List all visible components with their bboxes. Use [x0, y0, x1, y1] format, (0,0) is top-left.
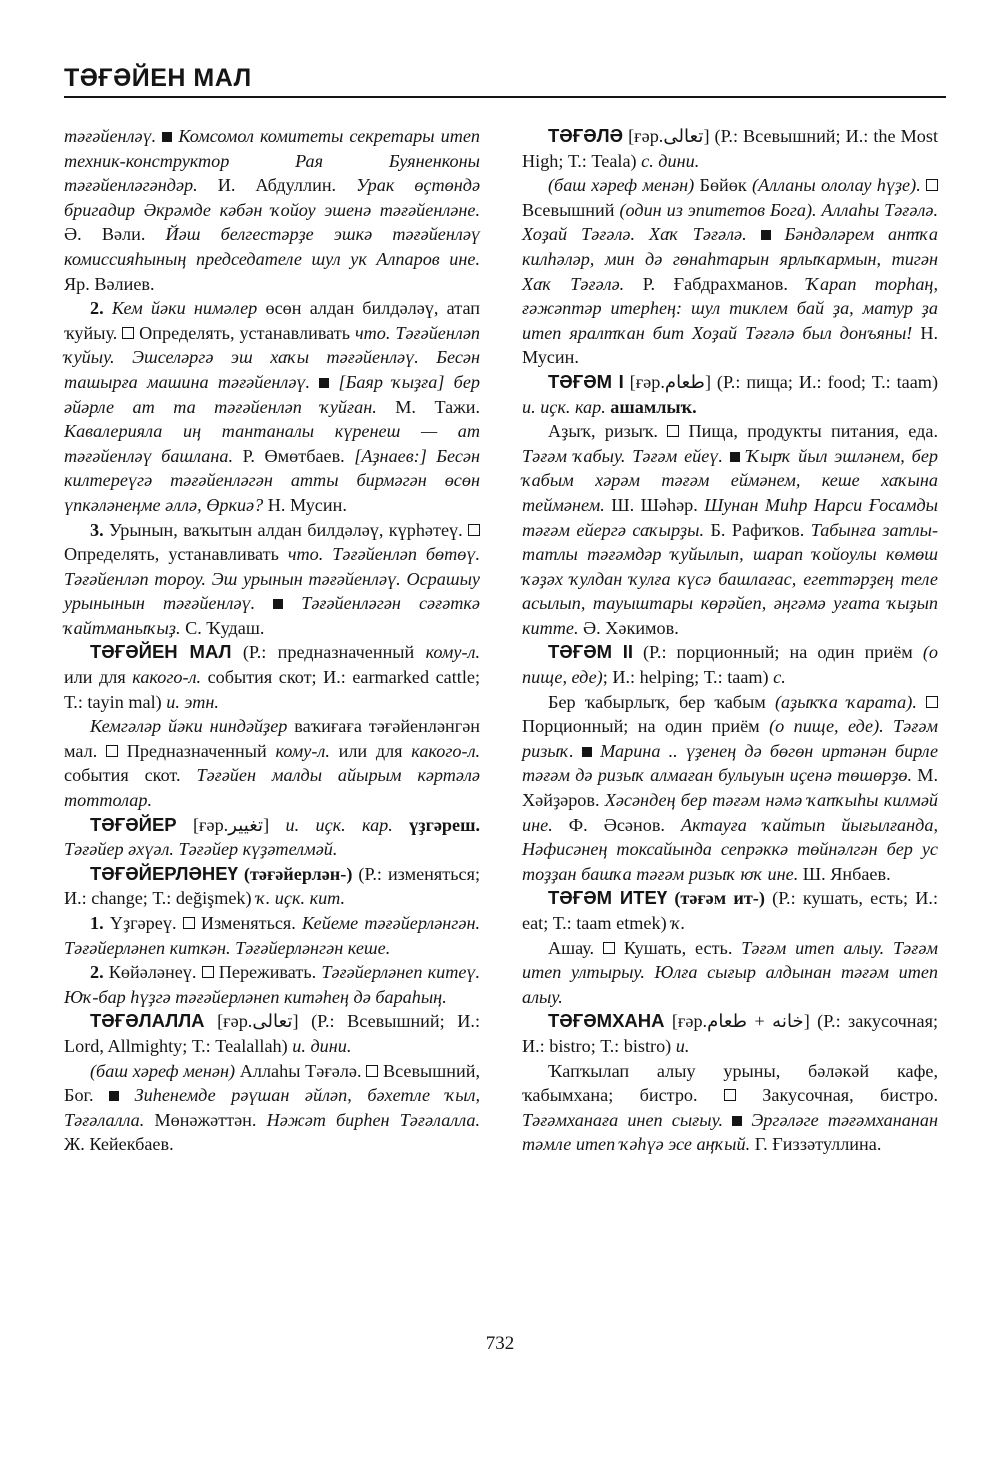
- author-name: С. Ҡудаш.: [185, 617, 265, 638]
- entry-headword-paragraph: [522, 1009, 938, 1058]
- example-text: Тәғәйен малды айырым кәртәлә тоттолар.: [64, 765, 480, 811]
- headword: ТӘҒӘМ II: [548, 641, 633, 663]
- white-square-icon: [724, 1089, 736, 1101]
- definition-paragraph: [522, 419, 938, 640]
- arabic-text: تعالى: [252, 1011, 293, 1032]
- example-text: (о пище, еде). Тәғәм ризыҡ.: [522, 716, 939, 761]
- author-name: Ш. Шәһәр.: [611, 494, 698, 515]
- etymology-text: [ғәр.: [629, 371, 665, 392]
- quote-text: Тәғәйенләгән сәғәткә ҡайтманыҡыҙ.: [64, 593, 480, 638]
- quote-text: Актауға ҡайтып йығылғанда, Нәфисәнең токсайында сепрәккә төйнәлгән бер ус тоҙҙан башҡа тәғәм ризыҡ юҡ ине.: [522, 814, 939, 884]
- header-divider: [64, 96, 946, 98]
- example-text: что. Тәғәйенләп бөтөү. Тәғәйенләп тороу. Эш урынын тәғәйенләү. Осрашыу урынынын тәғәйенләү.: [64, 544, 480, 614]
- quote-text: Комсомол комитеты секретары итеп техник-конструктор Рая Буяненконы тәғәйенләгәндәр.: [64, 126, 481, 196]
- author-name: М. Тажи.: [395, 396, 481, 417]
- translation-text: Порционный; на один приём: [522, 716, 760, 737]
- entry-headword-paragraph: [64, 813, 480, 862]
- definition-text: Аллаһы Тәғәлә.: [239, 1060, 362, 1081]
- sense-paragraph: [64, 960, 480, 1009]
- black-square-icon: [273, 599, 283, 609]
- quote-text: Ҡарап торһаң, ғәжәптәр итерһең: шул тиклем бай ҙа, матур ҙа итеп яралтҡан бит Хоҙай Тәғәлә был донъяны!: [522, 273, 939, 343]
- equivalents-text: события скот; И.: earmarked cattle; Т.: tayin mal): [64, 667, 481, 712]
- equivalents-text: ; И.: helping; Т.: taam): [602, 667, 769, 688]
- black-square-icon: [732, 1116, 742, 1126]
- synonym-text: үҙгәреш.: [409, 814, 480, 835]
- white-square-icon: [202, 966, 214, 978]
- author-name: Г. Ғиззәтуллина.: [754, 1134, 882, 1155]
- definition-text: Аҙыҡ, ризыҡ.: [548, 421, 658, 442]
- black-square-icon: [761, 230, 771, 240]
- white-square-icon: [926, 696, 938, 708]
- definition-text: Бер ҡабырлыҡ, бер ҡабым: [548, 691, 766, 712]
- grammar-note: кому-л.: [425, 642, 481, 663]
- definition-paragraph: [64, 714, 480, 812]
- entry-headword-paragraph: [64, 862, 480, 911]
- grammar-note: кому-л.: [275, 740, 330, 761]
- headword: ТӘҒӘМ ИТЕҮ: [548, 887, 668, 909]
- translation-text: Изменяться.: [200, 913, 296, 933]
- sense-number: 2.: [90, 298, 104, 319]
- quote-text: Нәжәт бирһен Тәғәлалла.: [266, 1109, 481, 1130]
- author-name: М. Хәйҙәров.: [522, 765, 938, 811]
- headword: ТӘҒӘЙЕН МАЛ: [90, 641, 232, 663]
- pos-label: ҡ.: [671, 913, 686, 933]
- definition-note: (баш хәреф менән): [90, 1060, 236, 1081]
- left-column: [64, 124, 480, 1157]
- author-name: Р. Ғабдрахманов.: [642, 273, 788, 294]
- equivalents-text: (Р.: кушать, есть; И.: eat; Т.: taam etmek): [522, 888, 939, 933]
- author-name: Яр. Вәлиев.: [64, 273, 155, 294]
- quote-text: Марина .. үҙенең дә бөгөн иртәнән бирле тәғәм дә ризыҡ алмаған булыуын иҫенә төшөрҙө.: [522, 740, 939, 786]
- definition-paragraph: [522, 690, 938, 887]
- definition-note: (аҙыҡҡа ҡарата).: [774, 691, 917, 712]
- example-text: что. Тәғәйенләп ҡуйыу. Эшселәргә эш хаҡы тәғәйенләү. Бесән ташырға машина тәғәйенләү.: [64, 322, 480, 392]
- definition-note: (Алланы ололау һүҙе).: [752, 175, 921, 196]
- author-name: Р. Өмөтбаев.: [242, 445, 345, 466]
- white-square-icon: [183, 917, 195, 929]
- quote-text: Эргәләге тәғәмхананан тәмле итеп ҡәһүә эсе аңҡый.: [522, 1109, 939, 1155]
- equivalents-text: (Р.: предназначенный: [242, 642, 415, 663]
- white-square-icon: [366, 1065, 378, 1077]
- example-text: (один из эпитетов Бога). Аллаһы Тәғәлә. Хоҙай Тәғәлә. Хаҡ Тәғәлә.: [522, 199, 939, 245]
- pos-label: и.: [675, 1035, 690, 1056]
- quote-text: Табынға затлы-татлы тәғәмдәр ҡуйылып, шарап ҡойоулы көмөш ҡәҙәх ҡулдан ҡулға күсә башлағас, егеттәрҙең теле асылып, тауыштары көрәйеп, әңгәмә уғата ҡыҙып китте.: [522, 519, 939, 638]
- grammar-note: (о пище, еде): [522, 642, 938, 688]
- entry-headword-paragraph: [522, 886, 938, 935]
- translation-text: Переживать.: [218, 962, 317, 983]
- black-square-icon: [730, 452, 740, 462]
- definition-paragraph: [64, 1059, 480, 1157]
- sense-paragraph: [64, 296, 480, 517]
- grammar-note: какого-л.: [132, 667, 202, 688]
- pos-label: с.: [773, 667, 786, 688]
- etymology-text: [ғәр.: [217, 1011, 253, 1032]
- quote-text: [Аҙнаев:] Бесән килтереүгә тәғәйенләгән атты бирмәгән өсөн үпкәләнеңме әллә, Өркиә?: [64, 445, 481, 515]
- headword: ТӘҒӘЛАЛЛА: [90, 1010, 205, 1032]
- translation-text: Предназначенный: [126, 740, 267, 761]
- translation-text: или для: [338, 740, 403, 761]
- entry-headword-paragraph: [522, 640, 938, 689]
- arabic-text: تعالى: [663, 126, 704, 146]
- headword: ТӘҒӘМ I: [548, 370, 624, 392]
- quote-text: Кавалерияла иң тантаналы күренеш — ат тәғәйенләү башлана.: [64, 421, 480, 466]
- definition-note: Кем йәки нимәлер: [111, 298, 258, 319]
- pos-label: и. иҫк. кар.: [285, 814, 393, 835]
- definition-note: (баш хәреф менән): [548, 175, 695, 196]
- grammar-note: какого-л.: [411, 740, 481, 761]
- entry-headword-paragraph: [522, 370, 938, 419]
- author-name: И. Абдуллин.: [217, 175, 337, 196]
- author-name: Ж. Кейекбаев.: [64, 1134, 174, 1155]
- translation-text: события скот.: [64, 765, 181, 786]
- definition-paragraph: [522, 173, 938, 370]
- black-square-icon: [319, 378, 329, 388]
- example-text: тәғәйенләү.: [64, 126, 157, 146]
- sense-paragraph: [64, 911, 480, 960]
- author-name: Н. Мусин.: [267, 494, 347, 515]
- translation-text: Пища, продукты питания, еда.: [688, 421, 939, 442]
- etymology-text: [ғәр.: [671, 1011, 708, 1032]
- definition-text: Бөйөк: [699, 175, 747, 196]
- black-square-icon: [109, 1091, 119, 1101]
- author-name: Мөнәжәттән.: [154, 1109, 257, 1130]
- quote-text: Йәш белгестәрҙе эшкә тәғәйенләү комиссияһының председателе шул ук Алпаров ине.: [64, 224, 481, 269]
- author-name: Ф. Әсәнов.: [568, 814, 665, 835]
- definition-text: Көйәләнеү.: [108, 962, 197, 983]
- sense-number: 3.: [90, 519, 104, 540]
- headword: ТӘҒӘЛӘ: [548, 125, 624, 146]
- quote-text: [Баяр ҡыҙға] бер әйәрле ат та тәғәйенләп ҡуйған.: [64, 371, 480, 417]
- example-text: Тәғәм итеп алыу. Тәғәм итеп ултырыу. Юлға сығыр алдынан тәғәм итеп алыу.: [522, 937, 939, 1007]
- right-column: [522, 124, 938, 1157]
- example-text: Кейеме тәғәйерләнгән. Тәғәйерләнеп киткән. Тәғәйерләнгән кеше.: [64, 913, 481, 958]
- quote-text: Шунан Миһр Нарси Ғосамды тәғәм ейергә саҡырҙы.: [522, 494, 938, 540]
- equivalents-text: ] (Р.: Всевышний; И.: Lord, Allmighty; Т.: Tealallah): [64, 1011, 481, 1056]
- entry-headword-paragraph: [522, 124, 938, 173]
- entry-headword-paragraph: [64, 640, 480, 714]
- black-square-icon: [162, 132, 172, 142]
- example-text: Тәғәмханаға инеп сығыу.: [522, 1109, 724, 1130]
- synonym-text: ашамлыҡ.: [610, 396, 697, 417]
- arabic-text: تغيير: [228, 814, 264, 835]
- quote-text: Зиһенемде рәүшан әйләп, бәхетле ҡыл, Тәғәлалла.: [64, 1085, 480, 1130]
- equivalents-text: ] (Р.: закусочная; И.: bistro; Т.: bistro): [522, 1011, 939, 1056]
- page-title: ТӘҒӘЙЕН МАЛ: [64, 64, 252, 92]
- author-name: Ә. Вәли.: [64, 224, 146, 245]
- example-text: Тәғәйер әхүәл. Тәғәйер күҙәтелмәй.: [64, 839, 338, 860]
- page-number: 732: [485, 1333, 515, 1354]
- equivalents-text: (Р.: изменяться; И.: change; Т.: değişmek): [64, 863, 481, 909]
- entry-headword-paragraph: [64, 1009, 480, 1058]
- definition-text: Ашау.: [548, 937, 595, 958]
- headword-stem: (тәғәм ит-): [674, 888, 765, 909]
- equivalents-text: (Р.: порционный; на один приём: [643, 642, 913, 663]
- running-header: [64, 64, 946, 93]
- author-name: Н. Мусин.: [522, 322, 938, 368]
- etymology-text: ]: [263, 814, 270, 835]
- equivalents-text: ] (Р.: пища; И.: food; Т.: taam): [704, 371, 938, 392]
- pos-label: и. иҫк. кар.: [522, 396, 606, 417]
- etymology-text: [ғәр.: [628, 126, 664, 146]
- arabic-text: خانه + طعام: [707, 1011, 804, 1032]
- entry-paragraph: [64, 124, 480, 296]
- translation-text: Всевышний, Бог.: [64, 1060, 481, 1106]
- quote-text: Урак өҫтөндә бригадир Әкрәмде кәбән ҡойоу эшенә тәғәйенләне.: [64, 175, 481, 220]
- sense-number: 1.: [90, 913, 104, 933]
- author-name: Ә. Хәкимов.: [583, 617, 679, 638]
- pos-label: и. этн.: [166, 691, 219, 712]
- author-name: Ш. Янбаев.: [802, 863, 891, 884]
- headword: ТӘҒӘМХАНА: [548, 1010, 665, 1032]
- white-square-icon: [926, 179, 938, 191]
- pos-label: с. дини.: [641, 150, 700, 171]
- translation-text: Закусочная, бистро.: [762, 1085, 938, 1106]
- black-square-icon: [582, 747, 592, 757]
- definition-text: өсөн алдан билдәләү, атап ҡуйыу.: [64, 298, 481, 343]
- quote-text: Бәндәләрем антҡа килһәләр, мин дә гөнаһтарын ярлыҡармын, тигән Хаҡ Тәғәлә.: [522, 224, 938, 294]
- definition-text: Үҙгәреү.: [109, 913, 177, 933]
- translation-text: Определять, устанавливать: [139, 322, 351, 343]
- arabic-text: طعام: [664, 371, 705, 392]
- example-text: Тәғәм ҡабыу. Тәғәм ейеү.: [522, 445, 723, 466]
- etymology-text: [ғәр.: [192, 814, 229, 835]
- translation-text: Всевышний: [522, 199, 615, 220]
- translation-text: Кушать, есть.: [623, 937, 733, 958]
- example-text: Тәғәйерләнеп китеү. Юҡ-бар һүҙгә тәғәйерләнеп китәһең дә бараһың.: [64, 962, 481, 1007]
- white-square-icon: [603, 942, 615, 954]
- white-square-icon: [106, 745, 118, 757]
- definition-text: Урынын, ваҡытын алдан билдәләү, күрһәтеү.: [109, 519, 463, 540]
- definition-paragraph: [522, 1059, 938, 1157]
- white-square-icon: [667, 425, 679, 437]
- headword: ТӘҒӘЙЕРЛӘНЕҮ: [90, 862, 238, 884]
- definition-note: Кемгәләр йәки ниндәйҙер: [90, 716, 288, 737]
- pos-label: ҡ. иҫк. кит.: [256, 888, 346, 909]
- white-square-icon: [122, 327, 134, 339]
- pos-label: и. дини.: [292, 1035, 352, 1056]
- author-name: Б. Рафиҡов.: [710, 519, 805, 540]
- quote-text: Хәсәндең бер тәғәм нәмә ҡапҡыһы килмәй ине.: [522, 790, 938, 835]
- sense-number: 2.: [90, 962, 104, 983]
- equivalents-text: ] (Р.: Всевышний; И.: the Most High; Т.: Teala): [522, 126, 939, 171]
- translation-text: Определять, устанавливать: [64, 544, 279, 565]
- definition-text: ваҡиғаға тәғәйенләнгән мал.: [64, 716, 481, 761]
- equivalents-text: или для: [64, 667, 126, 688]
- headword: ТӘҒӘЙЕР: [90, 813, 177, 835]
- definition-paragraph: [522, 936, 938, 1010]
- sense-paragraph: [64, 518, 480, 641]
- white-square-icon: [468, 524, 480, 536]
- quote-text: Ҡырҡ йыл эшләнем, бер ҡабым хәрәм тәғәм еймәнем, кеше хаҡына теймәнем.: [522, 445, 938, 515]
- definition-text: Ҡапҡылап алыу урыны, бәләкәй кафе, ҡабымхана; бистро.: [522, 1060, 938, 1106]
- headword-stem: (тәғәйерлән-): [243, 863, 353, 884]
